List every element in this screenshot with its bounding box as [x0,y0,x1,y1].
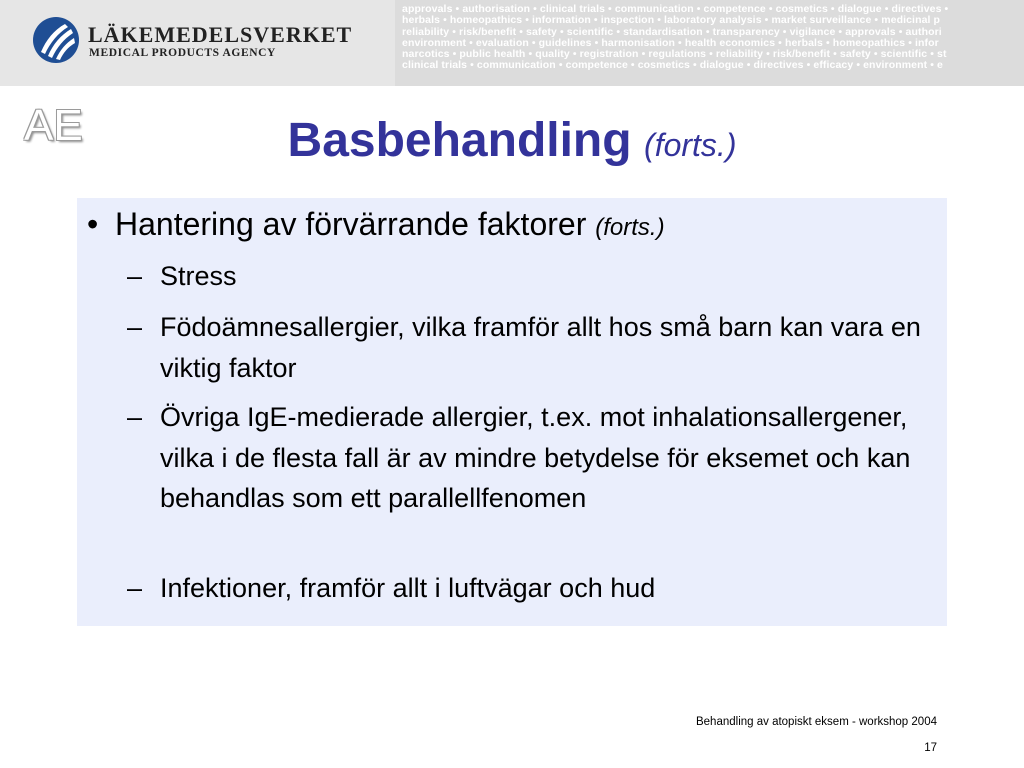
sub-item-text: Infektioner, framför allt i luftvägar och hud [160,573,656,603]
keywords-banner [402,4,1024,82]
sub-item-dash: – [127,573,143,603]
sub-item-text: Stress [160,261,237,291]
keyword-line: narcotics • public health • quality • registration • regulations • reliability • risk/benefit • safety • scientific • st [402,48,947,61]
page-number: 17 [924,742,937,754]
sub-item-text: Födoämnesallergier, vilka framför allt hos små barn kan vara en viktig faktor [160,312,921,383]
keyword-line: reliability • risk/benefit • safety • scientific • standardisation • transparency • vigilance • approvals • authori [402,25,942,38]
sub-item-infections [127,568,917,609]
ae-badge: AE [24,101,83,150]
sub-item-dash: – [127,261,143,291]
main-bullet-text: Hantering av förvärrande faktorer [115,206,587,242]
agency-emblem-icon [32,16,80,64]
slide-title [0,113,1024,168]
agency-name: LÄKEMEDELSVERKET [88,22,353,47]
header-band [0,0,1024,86]
footer-text: Behandling av atopiskt eksem - workshop 2004 [695,716,937,728]
content-box [77,198,947,626]
sub-item-dash: – [127,402,143,432]
main-bullet [87,206,665,243]
keyword-line: environment • evaluation • guidelines • harmonisation • health economics • herbals • homeopathics • infor [402,36,939,49]
keyword-line: clinical trials • communication • competence • cosmetics • dialogue • directives • efficacy • environment • e [402,59,943,72]
sub-item-stress [127,256,887,297]
slide-title-main: Basbehandling [287,114,632,167]
bullet-marker: • [87,206,99,242]
sub-item-dash: – [127,312,143,342]
slide-title-suffix: (forts.) [644,127,737,163]
keyword-line: approvals • authorisation • clinical trials • communication • competence • cosmetics • dialogue • directives • [402,4,949,15]
agency-subtitle: MEDICAL PRODUCTS AGENCY [89,47,276,59]
sub-item-text: Övriga IgE-medierade allergier, t.ex. mot inhalationsallergener, vilka i de flesta fall är av mindre betydelse för eksemet och kan behandlas som ett parallellfenomen [160,402,911,513]
sub-item-food-allergies [127,307,947,388]
sub-item-ige-allergies [127,397,917,519]
keyword-line: herbals • homeopathics • information • inspection • laboratory analysis • market surveillance • medicinal p [402,14,941,27]
agency-logo [0,0,395,86]
main-bullet-suffix: (forts.) [595,214,665,241]
